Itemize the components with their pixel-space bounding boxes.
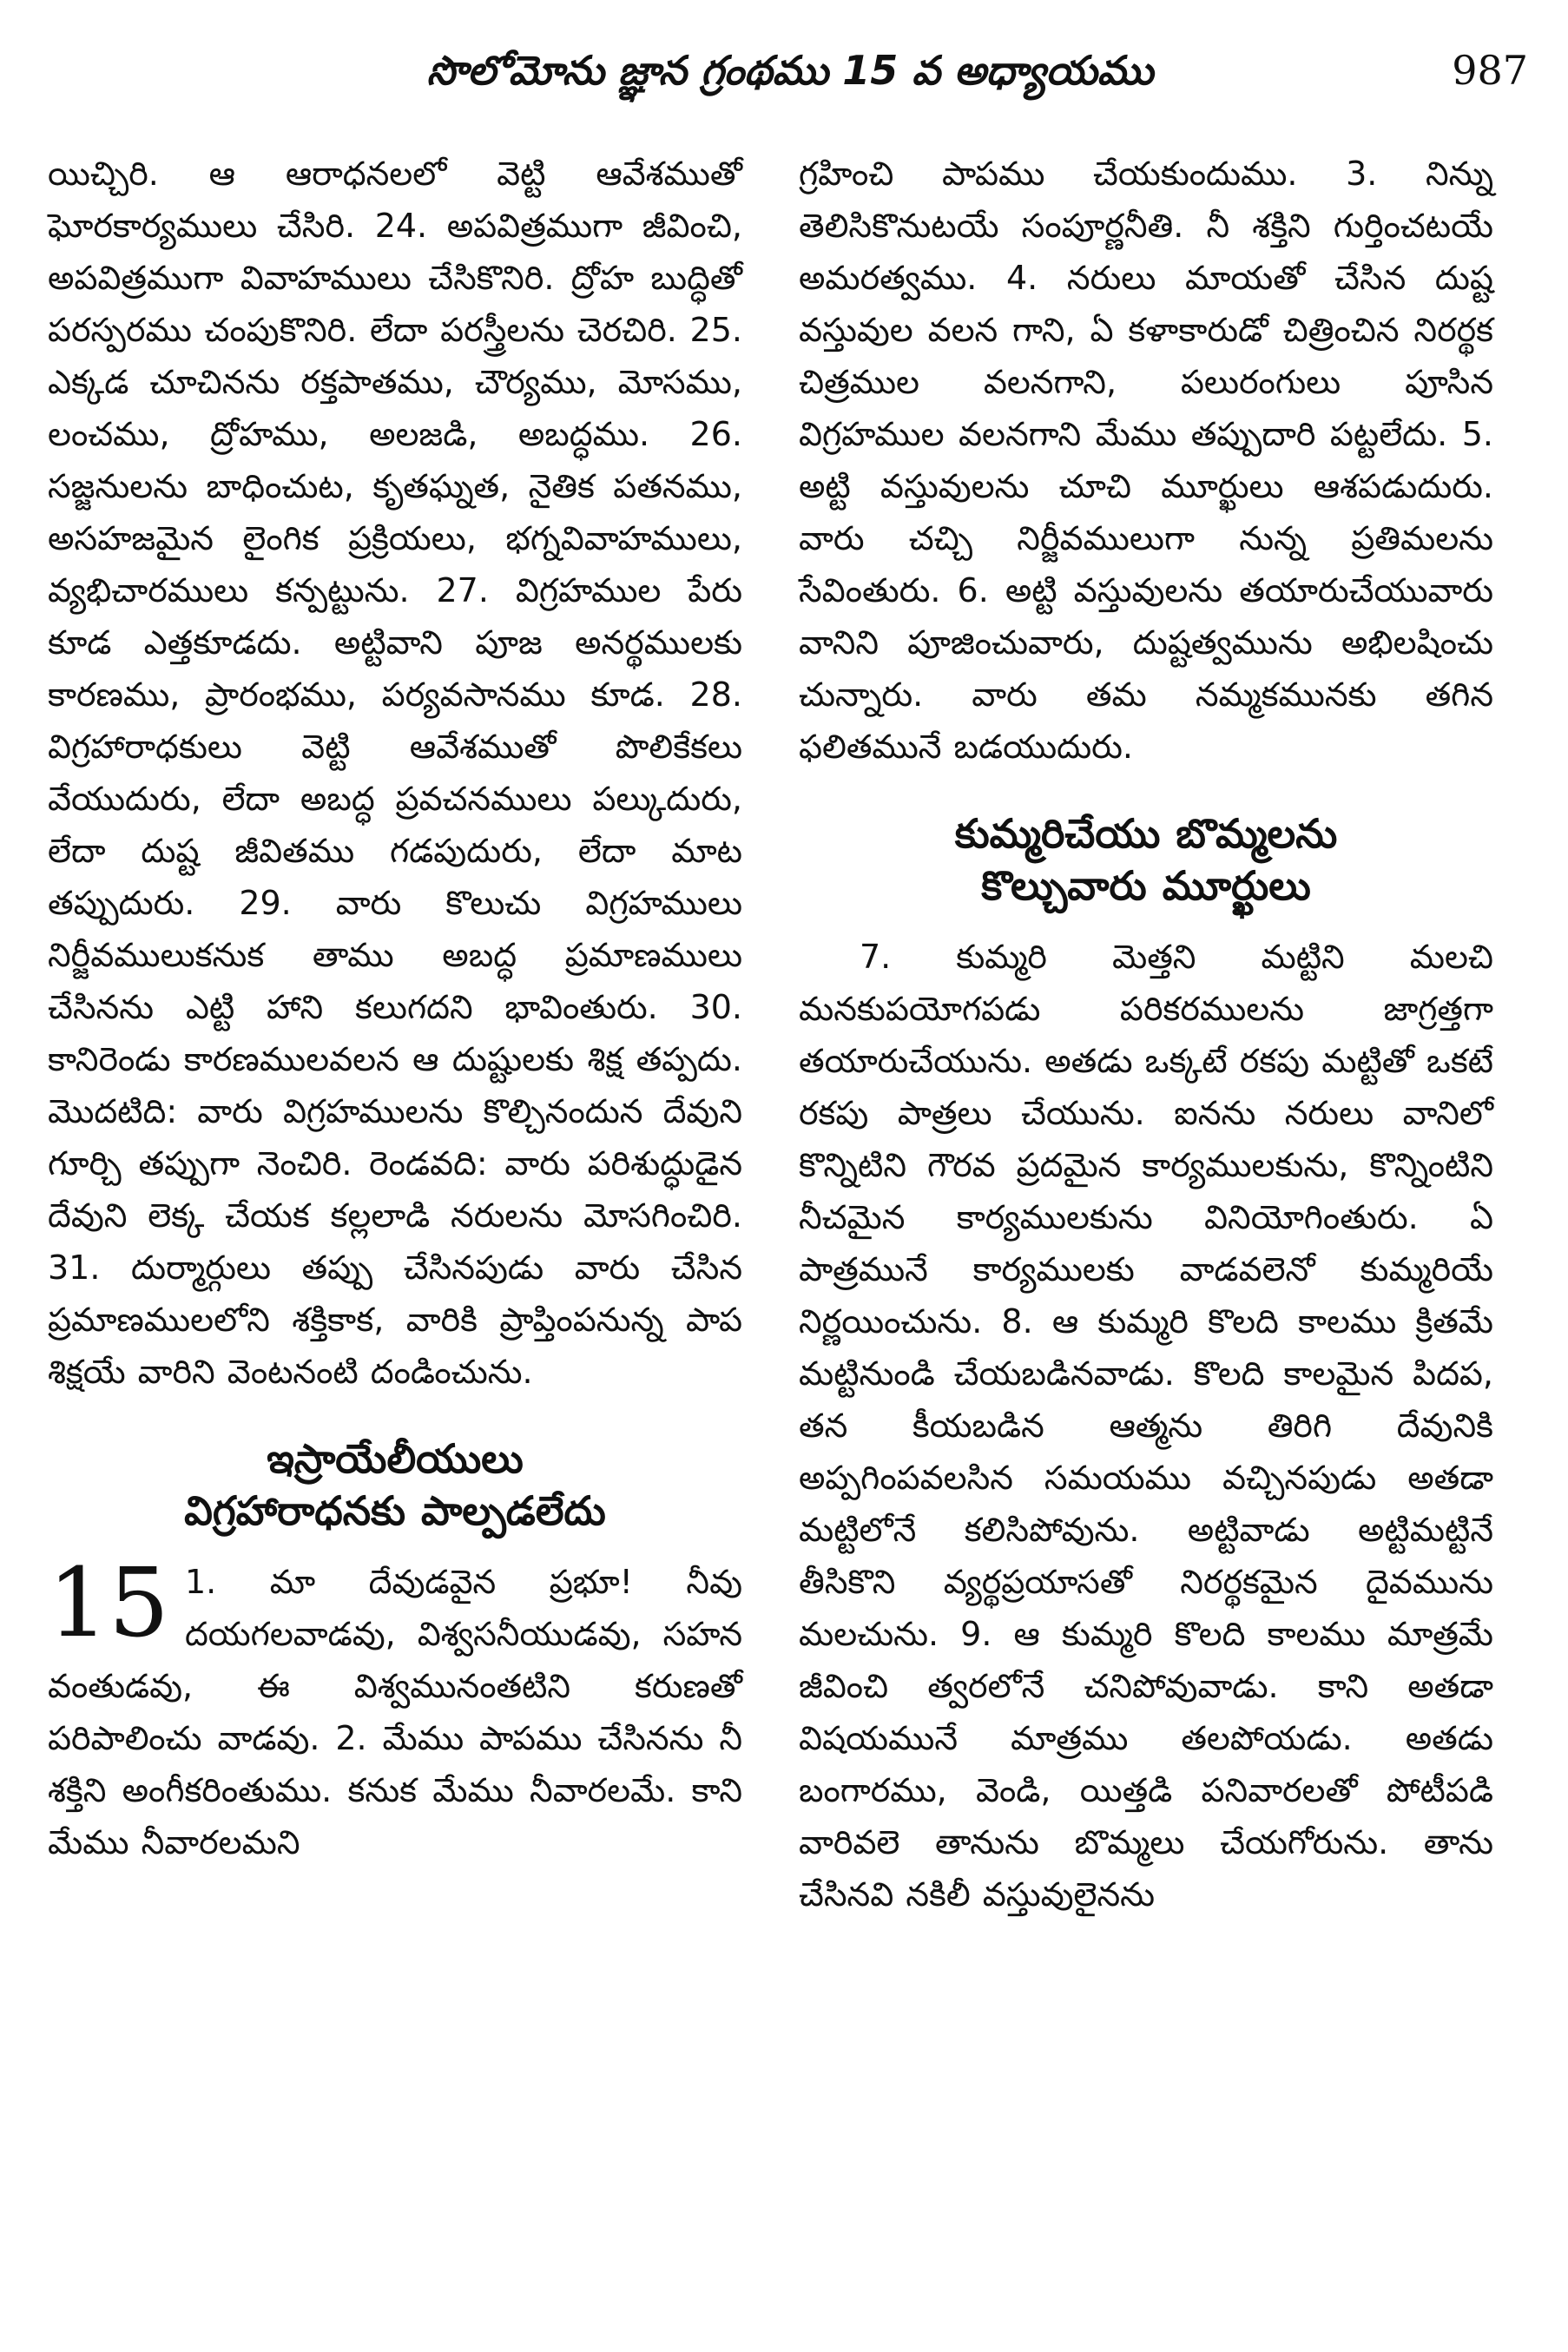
running-title: సొలోమోను జ్ఞాన గ్రంథము 15 వ అధ్యాయము: [426, 47, 1154, 94]
page-number: 987: [1452, 47, 1528, 94]
section-heading-line: కొల్చువారు మూర్ఖులు: [981, 862, 1311, 909]
chapter-number: 15: [48, 1547, 169, 1658]
page-header: [52, 35, 1528, 113]
section-heading: [799, 807, 1493, 912]
left-column: [48, 148, 742, 1868]
body-paragraph: యిచ్చిరి. ఆ ఆరాధనలలో వెట్టి ఆవేశముతో ఘోరకార్యములు చేసిరి. 24. అపవిత్రముగా జీవించి, అపవిత్రముగా వివాహములు చేసికొనిరి. ద్రోహ బుద్ధితో పరస్పరము చంపుకొనిరి. లేదా పరస్త్రీలను చెరచిరి. 25. ఎక్కడ చూచినను రక్తపాతము, చౌర్యము, మోసము, లంచము, ద్రోహము, అలజడి, అబద్ధము. 26. సజ్జనులను బాధించుట, కృతఘ్నత, నైతిక పతనము, అసహజమైన లైంగిక ప్రక్రియలు, భగ్నవివాహములు, వ్యభిచారములు కన్పట్టును. 27. విగ్రహముల పేరు కూడ ఎత్తకూడదు. అట్టివాని పూజ అనర్థములకు కారణము, ప్రారంభము, పర్యవసానము కూడ. 28. విగ్రహారాధకులు వెట్టి ఆవేశముతో పొలికేకలు వేయుదురు, లేదా అబద్ధ ప్రవచనములు పల్కుదురు, లేదా దుష్ట జీవితము గడపుదురు, లేదా మాట తప్పుదురు. 29. వారు కొలుచు విగ్రహములు నిర్జీవములుకనుక తాము అబద్ధ ప్రమాణములు చేసినను ఎట్టి హాని కలుగదని భావింతురు. 30. కానిరెండు కారణములవలన ఆ దుష్టులకు శిక్ష తప్పదు. మొదటిది: వారు విగ్రహములను కొల్చినందున దేవుని గూర్చి తప్పుగా నెంచిరి. రెండవది: వారు పరిశుద్ధుడైన దేవుని లెక్క చేయక కల్లలాడి నరులను మోసగించిరి. 31. దుర్మార్గులు తప్పు చేసినపుడు వారు చేసిన ప్రమాణములలోని శక్తికాక, వారికి ప్రాప్తింపనున్న పాప శిక్షయే వారిని వెంటనంటి దండించును.: [48, 155, 742, 1391]
chapter-opening-text: 1. మా దేవుడవైన ప్రభూ! నీవు దయగలవాడవు, విశ్వసనీయుడవు, సహన వంతుడవు, ఈ విశ్వమునంతటిని కరుణతో పరిపాలించు వాడవు. 2. మేము పాపము చేసినను నీ శక్తిని అంగీకరింతుము. కనుక మేము నీవారలమే. కాని మేము నీవారలమని: [48, 1563, 742, 1861]
section-heading-line: ఇస్రాయేలీయులు: [267, 1435, 524, 1482]
section-heading: [48, 1433, 742, 1537]
section-heading-line: కుమ్మరిచేయు బొమ్మలను: [954, 810, 1338, 857]
right-column: [799, 148, 1493, 1920]
body-paragraph: 7. కుమ్మరి మెత్తని మట్టిని మలచి మనకుపయోగపడు పరికరములను జాగ్రత్తగా తయారుచేయును. అతడు ఒక్కటే రకపు మట్టితో ఒకటే రకపు పాత్రలు చేయును. ఐనను నరులు వానిలో కొన్నిటిని గౌరవ ప్రదమైన కార్యములకును, కొన్నింటిని నీచమైన కార్యములకును వినియోగింతురు. ఏ పాత్రమునే కార్యములకు వాడవలెనో కుమ్మరియే నిర్ణయించును. 8. ఆ కుమ్మరి కొలది కాలము క్రితమే మట్టినుండి చేయబడినవాడు. కొలది కాలమైన పిదప, తన కీయబడిన ఆత్మను తిరిగి దేవునికి అప్పగింపవలసిన సమయము వచ్చినపుడు అతడా మట్టిలోనే కలిసిపోవును. అట్టివాడు అట్టిమట్టినే తీసికొని వ్యర్థప్రయాసతో నిరర్థకమైన దైవమును మలచును. 9. ఆ కుమ్మరి కొలది కాలము మాత్రమే జీవించి త్వరలోనే చనిపోవువాడు. కాని అతడా విషయమునే మాత్రము తలపోయడు. అతడు బంగారము, వెండి, యిత్తడి పనివారలతో పోటీపడి వారివలె తానును బొమ్మలు చేయగోరును. తాను చేసినవి నకిలీ వస్తువులైనను: [799, 938, 1493, 1914]
body-paragraph: గ్రహించి పాపము చేయకుందుము. 3. నిన్ను తెలిసికొనుటయే సంపూర్ణనీతి. నీ శక్తిని గుర్తించటయే అమరత్వము. 4. నరులు మాయతో చేసిన దుష్ట వస్తువుల వలన గాని, ఏ కళాకారుడో చిత్రించిన నిరర్థక చిత్రముల వలనగాని, పలురంగులు పూసిన విగ్రహముల వలనగాని మేము తప్పుదారి పట్టలేదు. 5. అట్టి వస్తువులను చూచి మూర్ఖులు ఆశపడుదురు. వారు చచ్చి నిర్జీవములుగా నున్న ప్రతిమలను సేవింతురు. 6. అట్టి వస్తువులను తయారుచేయువారు వానిని పూజించువారు, దుష్టత్వమును అభిలషించు చున్నారు. వారు తమ నమ్మకమునకు తగిన ఫలితమునే బడయుదురు.: [799, 155, 1493, 766]
section-heading-line: విగ్రహారాధనకు పాల్పడలేదు: [184, 1487, 606, 1534]
chapter-opening-paragraph: [48, 1547, 742, 1868]
